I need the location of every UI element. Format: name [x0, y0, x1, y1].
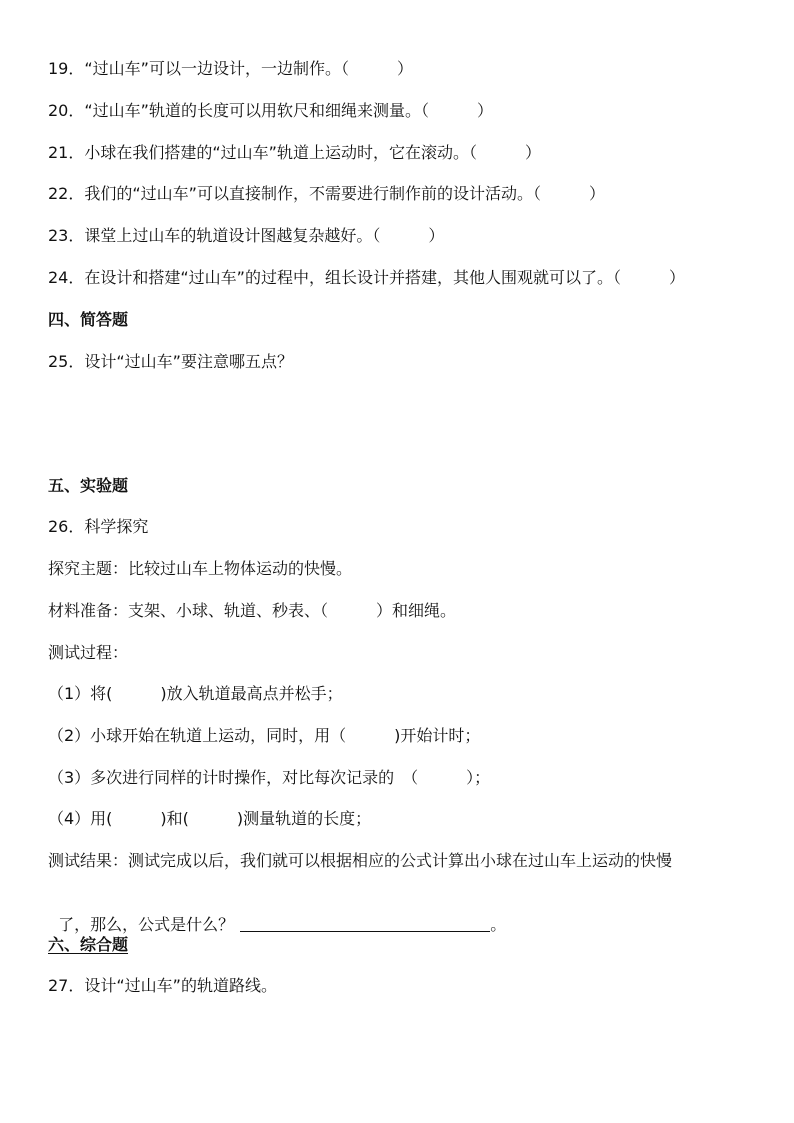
process-title: 测试过程： — [48, 643, 129, 662]
result-question: 了，那么，公式是什么？ — [58, 915, 235, 934]
q20: 20．“过山车”轨道的长度可以用软尺和细绳来测量。（ ） — [48, 101, 493, 120]
section6-heading: 六、综合题 — [48, 935, 129, 954]
q21: 21．小球在我们搭建的“过山车”轨道上运动时，它在滚动。（ ） — [48, 143, 541, 162]
result-line-2 — [48, 892, 506, 936]
step-2: （2）小球开始在轨道上运动，同时，用（ )开始计时； — [48, 726, 481, 745]
q24: 24．在设计和搭建“过山车”的过程中，组长设计并搭建，其他人围观就可以了。（ ） — [48, 268, 685, 287]
q22: 22．我们的“过山车”可以直接制作，不需要进行制作前的设计活动。（ ） — [48, 184, 605, 203]
q23: 23．课堂上过山车的轨道设计图越复杂越好。（ ） — [48, 226, 445, 245]
step-4: （4）用( )和( )测量轨道的长度； — [48, 809, 372, 828]
q27: 27．设计“过山车”的轨道路线。 — [48, 976, 277, 995]
answer-blank[interactable] — [240, 915, 490, 932]
step-3: （3）多次进行同样的计时操作，对比每次记录的 （ ）； — [48, 768, 491, 787]
q26: 26．科学探究 — [48, 517, 149, 536]
section4-heading: 四、简答题 — [48, 310, 129, 329]
section5-heading: 五、实验题 — [48, 476, 129, 495]
topic-line: 探究主题：比较过山车上物体运动的快慢。 — [48, 559, 353, 578]
result-line-1: 测试结果：测试完成以后，我们就可以根据相应的公式计算出小球在过山车上运动的快慢 — [48, 851, 673, 870]
q25: 25．设计“过山车”要注意哪五点？ — [48, 352, 293, 371]
materials-line: 材料准备：支架、小球、轨道、秒表、（ ）和细绳。 — [48, 601, 457, 620]
step-1: （1）将( )放入轨道最高点并松手； — [48, 684, 343, 703]
q19: 19．“过山车”可以一边设计，一边制作。（ ） — [48, 59, 413, 78]
result-tail: 。 — [490, 915, 507, 934]
